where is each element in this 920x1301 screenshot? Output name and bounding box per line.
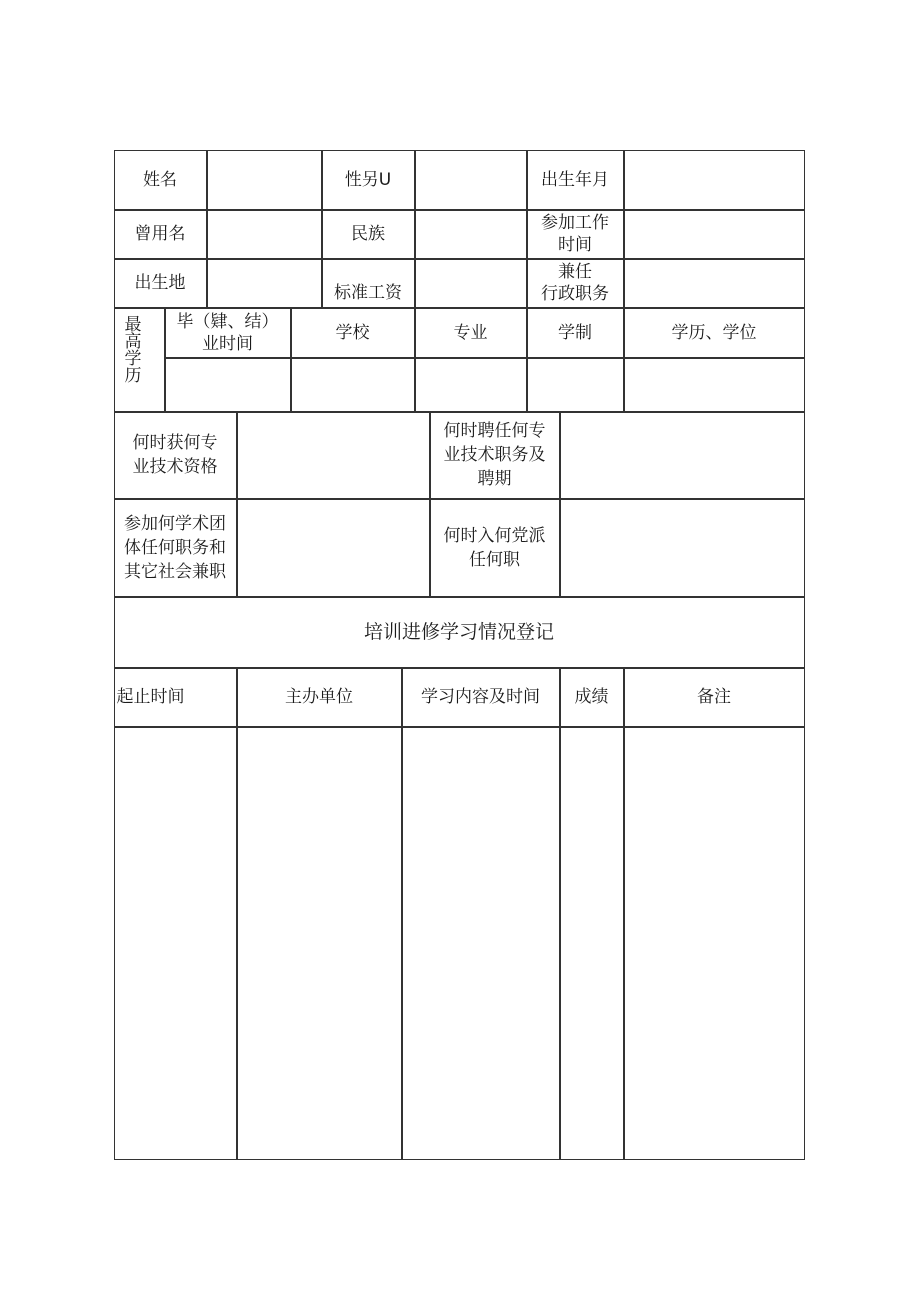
appointment-label: 何时聘任何专 业技术职务及 聘期 (430, 412, 560, 499)
name-label: 姓名 (114, 150, 207, 210)
gender-field[interactable] (415, 150, 527, 210)
former-name-label: 曾用名 (114, 210, 207, 259)
party-label: 何时入何党派 任何职 (430, 499, 560, 597)
school-label: 学校 (291, 308, 415, 358)
col-period-header: 起止时间 (114, 668, 237, 727)
col-remarks-header: 备注 (624, 668, 805, 727)
admin-post-label: 兼任 行政职务 (527, 259, 624, 308)
work-start-label: 参加工作 时间 (527, 210, 624, 259)
content-entry-field[interactable] (402, 727, 560, 1160)
birthplace-field[interactable] (207, 259, 322, 308)
highest-edu-text: 最高学历 (120, 314, 141, 383)
grad-time-field[interactable] (165, 358, 291, 412)
academic-label: 参加何学术团 体任何职务和 其它社会兼职 (114, 499, 237, 597)
grad-time-label: 毕（肄、结） 业时间 (165, 308, 291, 358)
degree-label: 学历、学位 (624, 308, 805, 358)
col-organizer-header: 主办单位 (237, 668, 402, 727)
degree-field[interactable] (624, 358, 805, 412)
ethnicity-field[interactable] (415, 210, 527, 259)
admin-post-field[interactable] (624, 259, 805, 308)
qualification-field[interactable] (237, 412, 430, 499)
birthdate-label: 出生年月 (527, 150, 624, 210)
school-field[interactable] (291, 358, 415, 412)
remarks-entry-field[interactable] (624, 727, 805, 1160)
major-field[interactable] (415, 358, 527, 412)
birthdate-field[interactable] (624, 150, 805, 210)
duration-field[interactable] (527, 358, 624, 412)
col-score-header: 成绩 (560, 668, 624, 727)
name-field[interactable] (207, 150, 322, 210)
highest-edu-label (114, 308, 165, 412)
ethnicity-label: 民族 (322, 210, 415, 259)
gender-label: 性另U (322, 150, 415, 210)
col-content-header: 学习内容及时间 (402, 668, 560, 727)
major-label: 专业 (415, 308, 527, 358)
score-entry-field[interactable] (560, 727, 624, 1160)
duration-label: 学制 (527, 308, 624, 358)
standard-salary-label: 标准工资 (322, 259, 415, 308)
period-entry-field[interactable] (114, 727, 237, 1160)
appointment-field[interactable] (560, 412, 805, 499)
training-title: 培训进修学习情况登记 (114, 597, 805, 668)
academic-field[interactable] (237, 499, 430, 597)
standard-salary-field[interactable] (415, 259, 527, 308)
birthplace-label: 出生地 (114, 259, 207, 308)
former-name-field[interactable] (207, 210, 322, 259)
qualification-label: 何时获何专 业技术资格 (114, 412, 237, 499)
work-start-field[interactable] (624, 210, 805, 259)
party-field[interactable] (560, 499, 805, 597)
organizer-entry-field[interactable] (237, 727, 402, 1160)
